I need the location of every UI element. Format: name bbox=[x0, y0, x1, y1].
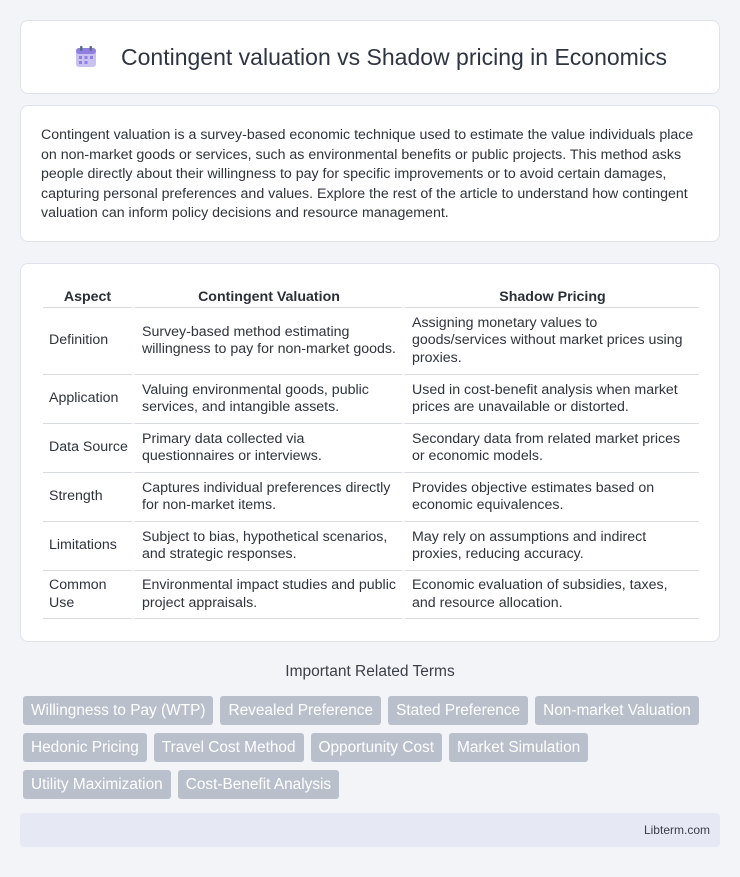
related-term-tag[interactable]: Opportunity Cost bbox=[311, 733, 442, 762]
row-aspect: Strength bbox=[43, 473, 132, 522]
related-term-tag[interactable]: Willingness to Pay (WTP) bbox=[23, 696, 213, 725]
table-header-row bbox=[43, 286, 699, 308]
header-aspect: Aspect bbox=[43, 286, 132, 308]
row-aspect: Limitations bbox=[43, 522, 132, 571]
row-shadow-pricing: Assigning monetary values to goods/services without market prices using proxies. bbox=[402, 308, 699, 375]
row-shadow-pricing: Economic evaluation of subsidies, taxes, and resource allocation. bbox=[402, 571, 699, 619]
table-row bbox=[43, 571, 699, 619]
row-contingent-valuation: Environmental impact studies and public project appraisals. bbox=[132, 571, 402, 619]
related-term-tag[interactable]: Utility Maximization bbox=[23, 770, 171, 799]
table-row bbox=[43, 522, 699, 571]
footer bbox=[20, 813, 720, 847]
related-term-tag[interactable]: Market Simulation bbox=[449, 733, 588, 762]
row-aspect: Definition bbox=[43, 308, 132, 375]
row-contingent-valuation: Primary data collected via questionnaires or interviews. bbox=[132, 424, 402, 473]
row-contingent-valuation: Subject to bias, hypothetical scenarios, and strategic responses. bbox=[132, 522, 402, 571]
title-card bbox=[20, 20, 720, 94]
table-row bbox=[43, 473, 699, 522]
row-contingent-valuation: Captures individual preferences directly for non-market items. bbox=[132, 473, 402, 522]
related-term-tag[interactable]: Non-market Valuation bbox=[535, 696, 699, 725]
related-term-tag[interactable]: Revealed Preference bbox=[220, 696, 381, 725]
row-shadow-pricing: Provides objective estimates based on economic equivalences. bbox=[402, 473, 699, 522]
row-contingent-valuation: Survey-based method estimating willingness to pay for non-market goods. bbox=[132, 308, 402, 375]
table-row bbox=[43, 375, 699, 424]
comparison-table bbox=[43, 286, 699, 619]
related-terms-title: Important Related Terms bbox=[285, 663, 455, 680]
intro-card bbox=[20, 105, 720, 242]
related-term-tag[interactable]: Hedonic Pricing bbox=[23, 733, 147, 762]
header-shadow-pricing: Shadow Pricing bbox=[402, 286, 699, 308]
row-shadow-pricing: May rely on assumptions and indirect proxies, reducing accuracy. bbox=[402, 522, 699, 571]
related-term-tag[interactable]: Travel Cost Method bbox=[154, 733, 304, 762]
related-terms-list bbox=[23, 696, 723, 799]
calendar-icon bbox=[73, 44, 99, 70]
page-title: Contingent valuation vs Shadow pricing in Economics bbox=[121, 43, 667, 70]
row-aspect: Data Source bbox=[43, 424, 132, 473]
row-shadow-pricing: Secondary data from related market prices or economic models. bbox=[402, 424, 699, 473]
row-aspect: Common Use bbox=[43, 571, 132, 619]
comparison-card bbox=[20, 263, 720, 642]
row-shadow-pricing: Used in cost-benefit analysis when market prices are unavailable or distorted. bbox=[402, 375, 699, 424]
row-aspect: Application bbox=[43, 375, 132, 424]
table-row bbox=[43, 308, 699, 375]
table-row bbox=[43, 424, 699, 473]
row-contingent-valuation: Valuing environmental goods, public services, and intangible assets. bbox=[132, 375, 402, 424]
related-term-tag[interactable]: Stated Preference bbox=[388, 696, 528, 725]
header-contingent-valuation: Contingent Valuation bbox=[132, 286, 402, 308]
footer-site-link[interactable]: Libterm.com bbox=[643, 823, 710, 837]
related-term-tag[interactable]: Cost-Benefit Analysis bbox=[178, 770, 339, 799]
intro-paragraph: Contingent valuation is a survey-based economic technique used to estimate the value individuals place on non-market goods or services, such as environmental benefits or public projects. This method asks people directly about their willingness to pay for specific improvements or to avoid certain damages, capturing personal preferences and values. Explore the rest of the article to understand how contingent valuation can inform policy decisions and resource management. bbox=[41, 127, 694, 222]
